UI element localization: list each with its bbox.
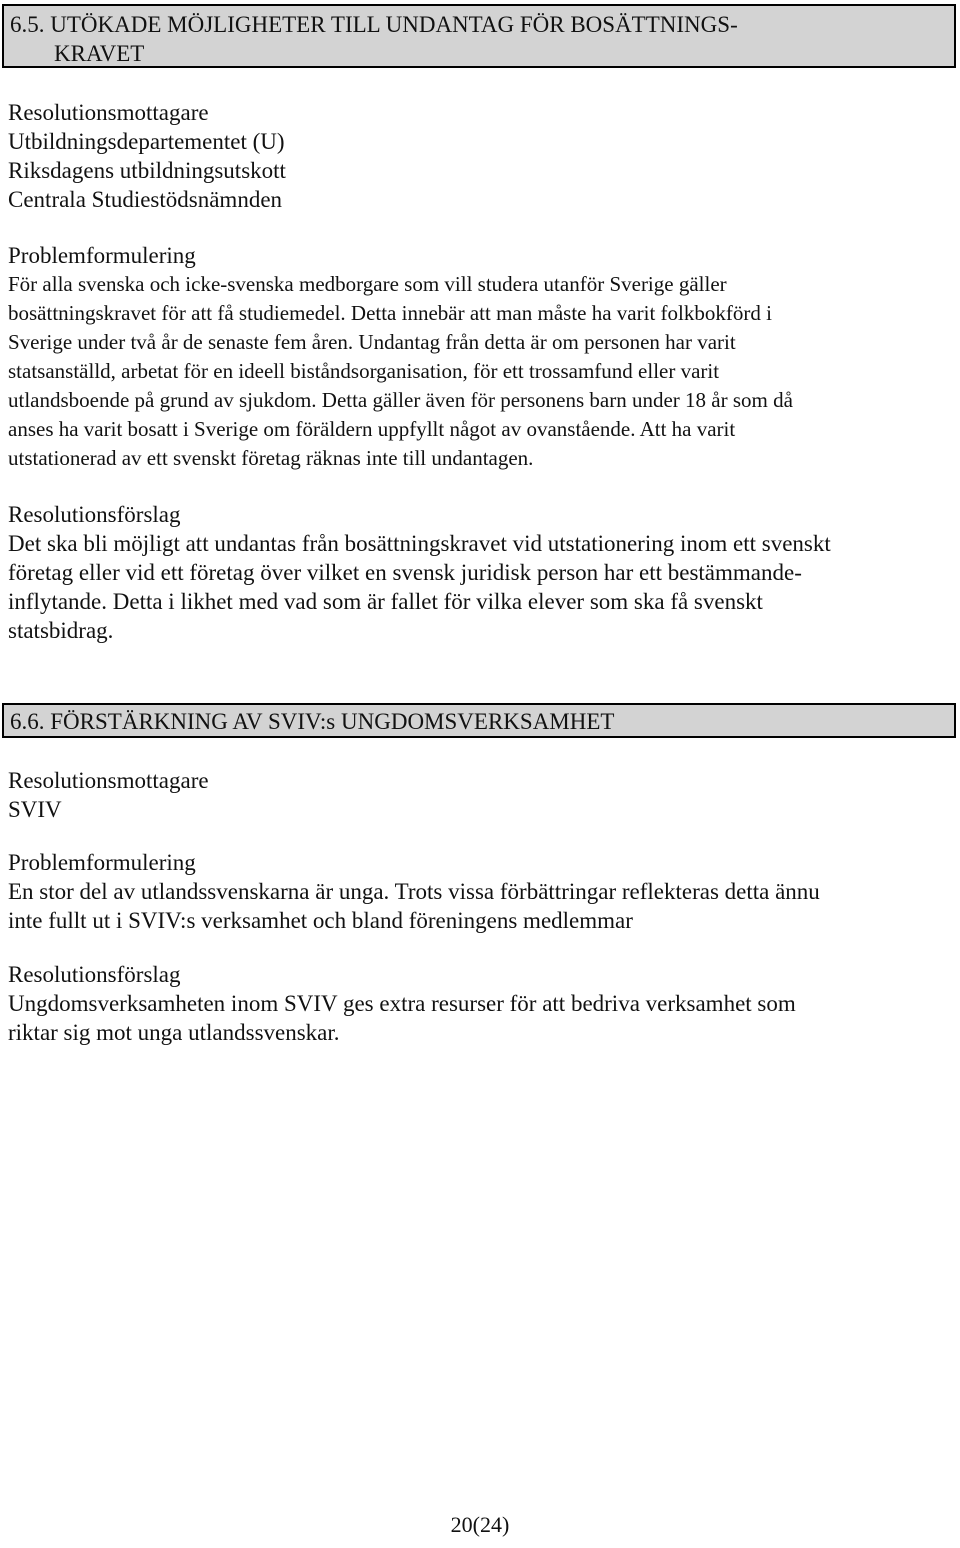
proposal-text-line: riktar sig mot unga utlandssvenskar. (8, 1020, 340, 1045)
proposal-label: Resolutionsförslag (8, 962, 181, 987)
recipient-item: SVIV (8, 797, 62, 822)
recipients-block (8, 98, 953, 214)
proposal-text-line: inflytande. Detta i likhet med vad som är fallet för vilka elever som ska få svenskt (8, 589, 763, 614)
recipient-item: Utbildningsdepartementet (U) (8, 129, 285, 154)
recipient-item: Riksdagens utbildningsutskott (8, 158, 286, 183)
page-number: 20(24) (450, 1512, 510, 1537)
problem-block (8, 848, 953, 935)
problem-text-line: statsanställd, arbetat för en ideell biståndsorganisation, för ett trossamfund eller varit (8, 359, 720, 383)
proposal-text-line: företag eller vid ett företag över vilket en svensk juridisk person har ett bestämmande- (8, 560, 802, 585)
problem-label: Problemformulering (8, 243, 196, 268)
proposal-block (8, 960, 953, 1047)
problem-block (8, 241, 953, 473)
problem-text-line: anses ha varit bosatt i Sverige om föräldern uppfyllt något av ovanstående. Att ha varit (8, 417, 736, 441)
problem-label: Problemformulering (8, 850, 196, 875)
proposal-text-line: Det ska bli möjligt att undantas från bosättningskravet vid utstationering inom ett svenskt (8, 531, 831, 556)
problem-text-line: bosättningskravet för att få studiemedel. Detta innebär att man måste ha varit folkbokförd i (8, 301, 772, 325)
recipient-item: Centrala Studiestödsnämnden (8, 187, 283, 212)
proposal-text-line: Ungdomsverksamheten inom SVIV ges extra resurser för att bedriva verksamhet som (8, 991, 796, 1016)
problem-text-line: En stor del av utlandssvenskarna är unga. Trots vissa förbättringar reflekteras detta ännu (8, 879, 820, 904)
recipients-label: Resolutionsmottagare (8, 100, 209, 125)
problem-text-line: För alla svenska och icke-svenska medborgare som vill studera utanför Sverige gäller (8, 272, 727, 296)
problem-text-line: inte fullt ut i SVIV:s verksamhet och bland föreningens medlemmar (8, 908, 633, 933)
problem-text-line: Sverige under två år de senaste fem åren. Undantag från detta är om personen har varit (8, 330, 736, 354)
proposal-block (8, 500, 953, 645)
section-heading-line: 6.6. FÖRSTÄRKNING AV SVIV:s UNGDOMSVERKSAMHET (10, 709, 615, 734)
problem-text-line: utlandsboende på grund av sjukdom. Detta gäller även för personens barn under 18 år som då (8, 388, 793, 412)
recipients-label: Resolutionsmottagare (8, 768, 209, 793)
proposal-label: Resolutionsförslag (8, 502, 181, 527)
proposal-text-line: statsbidrag. (8, 618, 114, 643)
section-heading-line: 6.5. UTÖKADE MÖJLIGHETER TILL UNDANTAG FÖR BOSÄTTNINGS- (10, 12, 738, 37)
problem-text-line: utstationerad av ett svenskt företag räknas inte till undantagen. (8, 446, 534, 470)
section-heading-6-5 (2, 4, 956, 68)
recipients-block (8, 766, 953, 824)
section-heading-6-6 (2, 703, 956, 738)
section-heading-line: KRAVET (54, 41, 145, 66)
